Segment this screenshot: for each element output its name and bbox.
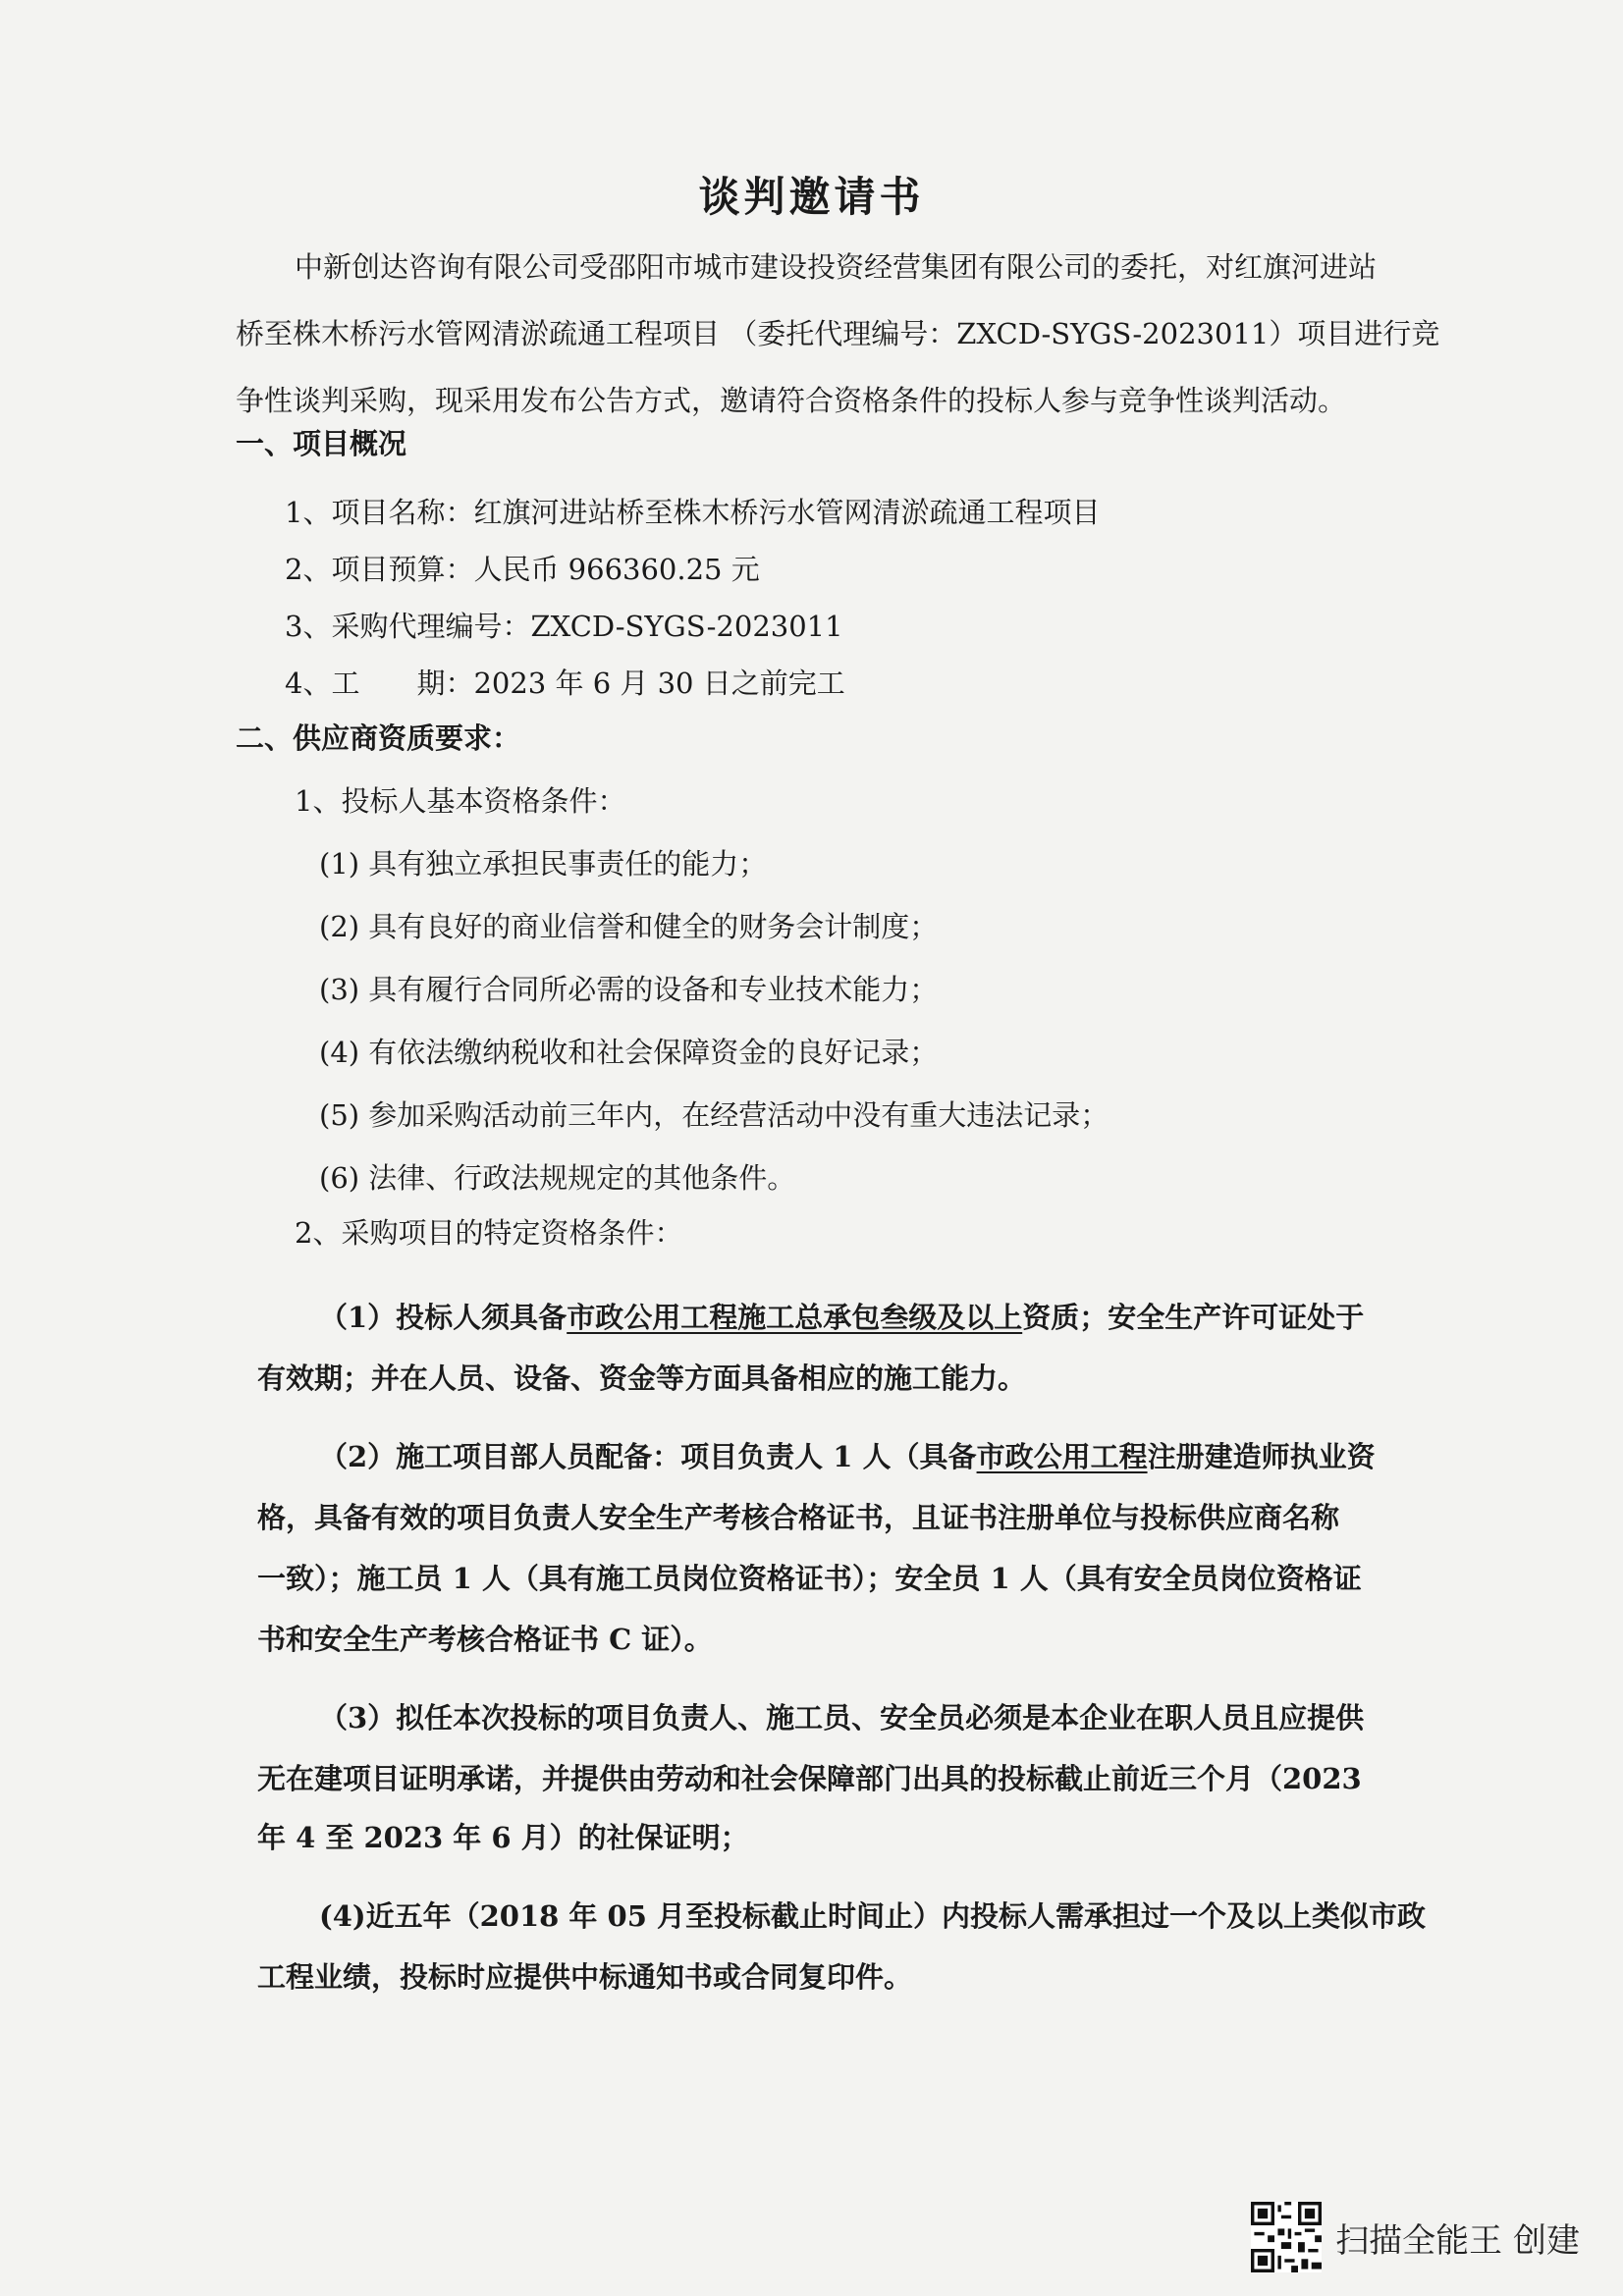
- qr-code-icon: [1251, 2202, 1322, 2272]
- section-1-item-1: 1、项目名称：红旗河进站桥至株木桥污水管网清淤疏通工程项目: [285, 496, 1101, 529]
- section-1-item-2: 2、项目预算：人民币 966360.25 元: [285, 553, 760, 586]
- special-req-2-text-b: 注册建造师执业资: [1147, 1440, 1376, 1473]
- section-1-item-4: 4、工 期：2023 年 6 月 30 日之前完工: [285, 667, 845, 700]
- special-req-1-line-2: 有效期；并在人员、设备、资金等方面具备相应的施工能力。: [257, 1362, 1027, 1395]
- special-req-2-line-4: 书和安全生产考核合格证书 C 证）。: [257, 1623, 713, 1656]
- requirement-item-4: (4) 有依法缴纳税收和社会保障资金的良好记录；: [319, 1036, 939, 1069]
- requirement-item-6: (6) 法律、行政法规规定的其他条件。: [319, 1161, 796, 1195]
- special-req-4-line-2: 工程业绩，投标时应提供中标通知书或合同复印件。: [257, 1960, 913, 1994]
- intro-line-3: 争性谈判采购，现采用发布公告方式，邀请符合资格条件的投标人参与竞争性谈判活动。: [236, 384, 1347, 417]
- document-title: 谈判邀请书: [698, 173, 925, 221]
- intro-line-1: 中新创达咨询有限公司受邵阳市城市建设投资经营集团有限公司的委托，对红旗河进站: [295, 250, 1378, 284]
- section-1-item-3: 3、采购代理编号：ZXCD-SYGS-2023011: [285, 610, 843, 643]
- special-req-2-line-2: 格，具备有效的项目负责人安全生产考核合格证书，且证书注册单位与投标供应商名称: [257, 1501, 1340, 1534]
- special-req-2-underlined: 市政公用工程: [976, 1440, 1148, 1473]
- special-req-2-line-1: [319, 1437, 1376, 1476]
- scanner-watermark-text: 扫描全能王 创建: [1335, 2220, 1580, 2261]
- special-req-3-line-1: （3）拟任本次投标的项目负责人、施工员、安全员必须是本企业在职人员且应提供: [319, 1701, 1365, 1735]
- requirement-item-2: (2) 具有良好的商业信誉和健全的财务会计制度；: [319, 910, 939, 943]
- special-req-3-line-3: 年 4 至 2023 年 6 月）的社保证明；: [257, 1821, 749, 1854]
- requirement-item-1: (1) 具有独立承担民事责任的能力；: [319, 847, 768, 881]
- special-req-4-line-1: (4)近五年（2018 年 05 月至投标截止时间止）内投标人需承担过一个及以上类似市政: [319, 1899, 1426, 1933]
- special-req-3-line-2: 无在建项目证明承诺，并提供由劳动和社会保障部门出具的投标截止前近三个月（2023: [257, 1762, 1362, 1795]
- special-req-2-line-3: 一致）；施工员 1 人（具有施工员岗位资格证书）；安全员 1 人（具有安全员岗位资格证: [257, 1562, 1362, 1595]
- requirement-item-5: (5) 参加采购活动前三年内，在经营活动中没有重大违法记录；: [319, 1098, 1109, 1132]
- scanner-watermark: [1251, 2198, 1580, 2276]
- intro-line-2: 桥至株木桥污水管网清淤疏通工程项目 （委托代理编号：ZXCD-SYGS-2023011）项目进行竞: [236, 317, 1440, 350]
- special-req-1-text-a: （1）投标人须具备: [319, 1301, 568, 1334]
- special-req-1-line-1: [319, 1298, 1364, 1337]
- requirement-item-3: (3) 具有履行合同所必需的设备和专业技术能力；: [319, 973, 939, 1006]
- section-1-heading: 一、项目概况: [236, 427, 407, 460]
- sub-1-heading: 1、投标人基本资格条件：: [295, 784, 626, 818]
- special-req-1-text-b: 资质；安全生产许可证处于: [1022, 1301, 1365, 1334]
- special-req-1-underlined: 市政公用工程施工总承包叁级及以上: [567, 1301, 1023, 1334]
- section-2-heading: 二、供应商资质要求：: [236, 721, 521, 755]
- sub-2-heading: 2、采购项目的特定资格条件：: [295, 1216, 683, 1250]
- special-req-2-text-a: （2）施工项目部人员配备：项目负责人 1 人（具备: [319, 1440, 977, 1473]
